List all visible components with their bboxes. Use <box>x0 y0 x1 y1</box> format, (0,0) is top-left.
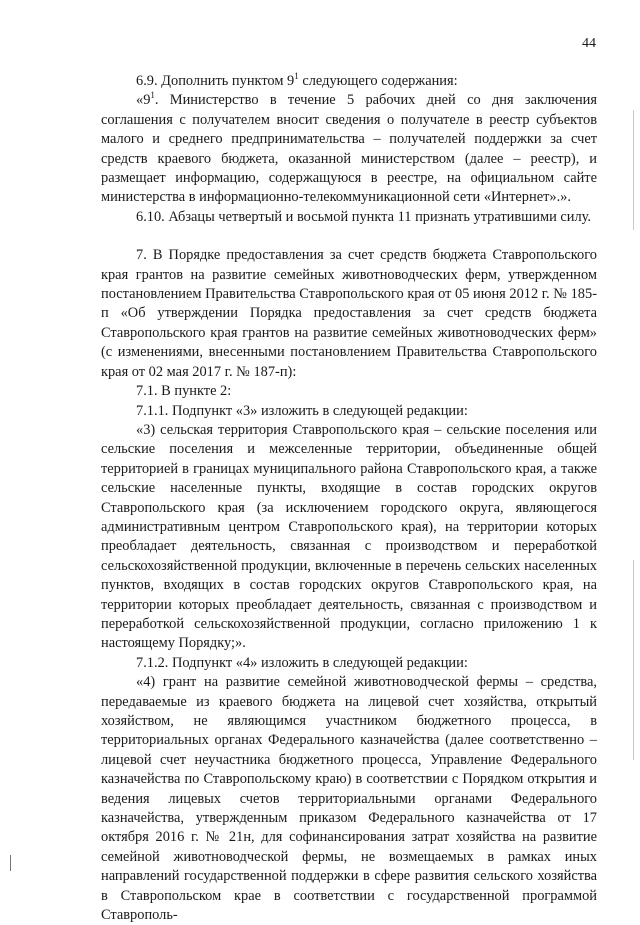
paragraph-7-1: 7.1. В пункте 2: <box>136 383 232 400</box>
superscript-1b: 1 <box>150 90 155 101</box>
paragraph-7-1-2: 7.1.2. Подпункт «4» изложить в следующей редакции: <box>136 654 468 671</box>
scan-mark <box>10 855 11 871</box>
paragraph-6-9 <box>101 72 597 91</box>
paragraph-subitem-4: «4) грант на развитие семейной животноводческой фермы – средства, передаваемые из краевого бюджета на лицевой счет хозяйства, открытый хозяйством, не являющимся участником бюджетного процесса, в территориальных органах Федерального казначейства (далее соответственно – лицевой счет неучастника бюджетного процесса, Управление Федерального казначейства по Ставропольскому краю) в соответствии с Порядком открытия и ведения лицевых счетов территориальными органами Федерального казначейства, утвержденным приказом Федерального казначейства от 17 октября 2016 г. № 21н, для софинансирования затрат хозяйства на развитие семейной животноводческой фермы, не возмещаемых в рамках иных направлений государственной поддержки в сфере развития сельского хозяйства в Ставропольском крае в соответствии с государственной программой Ставрополь- <box>101 674 597 924</box>
paragraph-6-9-text: 6.9. Дополнить пунктом 9 <box>136 73 295 89</box>
paragraph-9-1-text: . Министерство в течение 5 рабочих дней со дня заключения соглашения с получателем вносит сведения о получателе в реестр субъектов малого и среднего предпринимательства – получателей поддержки за счет средств краевого бюджета, оказанной министерством (далее – реестр), и размещает информацию, содержащуюся в реестре, на официальном сайте министерства в информационно-телекоммуникационной сети «Интернет».». <box>101 92 597 206</box>
scan-edge-line <box>633 110 634 230</box>
paragraph-9-1-head: «9 <box>136 92 151 109</box>
paragraph-6-10: 6.10. Абзацы четвертый и восьмой пункта 11 признать утратившими силу. <box>136 208 591 225</box>
paragraph-gap <box>101 227 597 246</box>
paragraph-7: 7. В Порядке предоставления за счет средств бюджета Ставропольского края грантов на развитие семейных животноводческих ферм, утвержденном постановлением Правительства Ставропольского края от 05 июня 2012 г. № 185-п «Об утверждении Порядка предоставления за счет средств бюджета Ставропольского края грантов на развитие семейных животноводческих ферм» (с изменениями, внесенными постановлением Правительства Ставропольского края от 02 мая 2017 г. № 187-п): <box>101 247 597 380</box>
document-body <box>101 72 597 925</box>
paragraph-9-1 <box>101 91 597 207</box>
paragraph-6-9-tail: следующего содержания: <box>298 73 458 89</box>
paragraph-subitem-3: «3) сельская территория Ставропольского края – сельские поселения или сельские поселения и межселенные территории, объединенные общей территорией в границах муниципального района Ставропольского края, а также сельские населенные пункты, входящие в состав городских округов Ставропольского края (за исключением городского округа, являющегося административным центром Ставропольского края), на территории которых преобладает деятельность, связанная с производством и переработкой сельскохозяйственной продукции, включенные в перечень сельских населенных пунктов, входящих в состав городских округов Ставропольского края, на территории которых преобладает деятельность, связанная с производством и переработкой сельскохозяйственной продукции, согласно приложению 1 к настоящему Порядку;». <box>101 421 597 652</box>
paragraph-7-1-1: 7.1.1. Подпункт «3» изложить в следующей редакции: <box>136 402 468 419</box>
page-number: 44 <box>582 36 596 51</box>
scan-edge-line <box>633 560 634 760</box>
superscript-1: 1 <box>294 71 299 82</box>
